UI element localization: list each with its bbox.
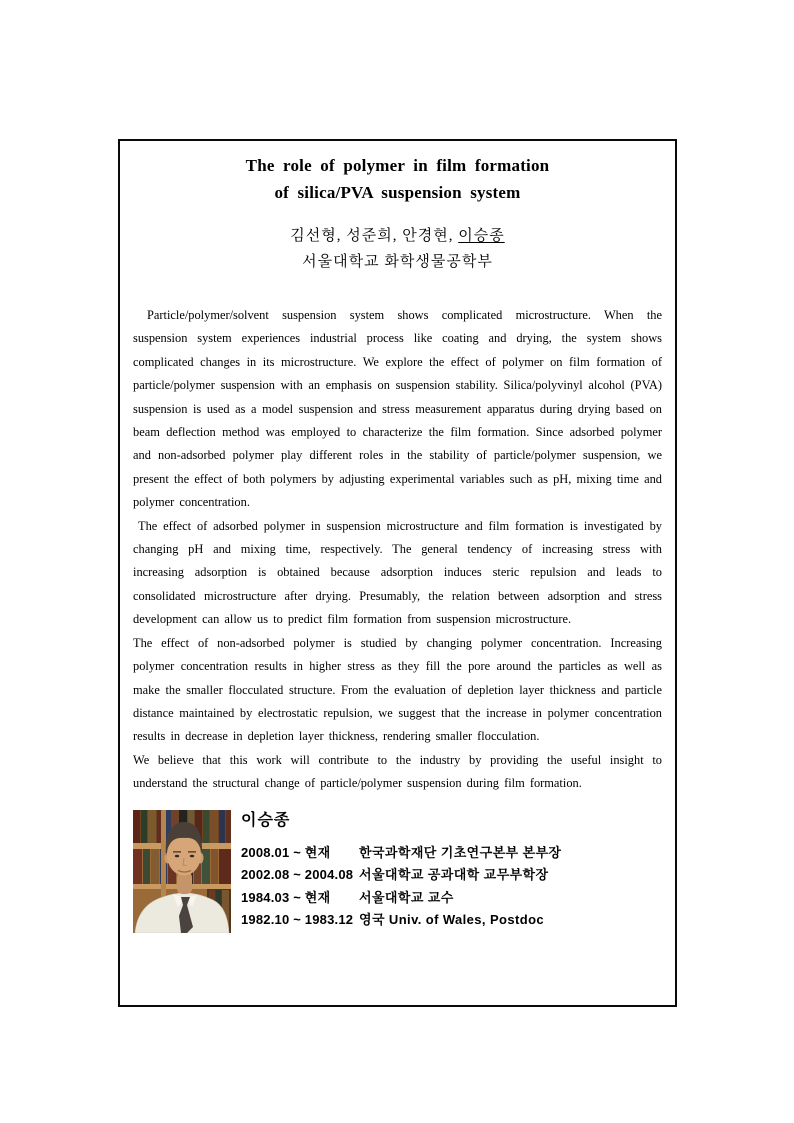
career-entry-row xyxy=(241,842,561,865)
abstract-page-box xyxy=(118,139,677,1007)
author-names: 김선형, 성준희, 안경현, xyxy=(290,228,459,244)
paper-title-line1: The role of polymer in film formation xyxy=(245,156,550,175)
abstract-paragraph-2: The effect of adsorbed polymer in suspension microstructure and film formation is investigated by changing pH and mixing time, respectively. The general tendency of increasing stress with increasing adsorption is obtained because adsorption induces steric repulsion and leads to consolidated microstructure after drying. Presumably, the relation between adsorption and stress development can allow us to predict film formation from suspension microstructure. xyxy=(133,518,662,627)
paper-title xyxy=(133,152,662,206)
career-role: 서울대학교 공과대학 교무부학장 xyxy=(359,867,549,883)
career-entry-row xyxy=(241,909,561,932)
paper-title-line2: of silica/PVA suspension system xyxy=(274,183,521,202)
presenter-bio-section xyxy=(133,810,662,933)
career-entry-row xyxy=(241,864,561,887)
abstract-paragraph-1: Particle/polymer/solvent suspension system shows complicated microstructure. When the suspension system experiences industrial process like coating and drying, the system shows complicated changes in its microstructure. We explore the effect of polymer on film formation of particle/polymer suspension with an emphasis on suspension stability. Silica/polyvinyl alcohol (PVA) suspension is used as a model suspension and stress measurement apparatus during drying based on beam deflection method was employed to characterize the film formation. Since adsorbed polymer and non-adsorbed polymer play different roles in the stability of particle/polymer suspension, we present the effect of both polymers by adjusting experimental variables such as pH, mixing time and polymer concentration. xyxy=(133,308,662,510)
career-role: 영국 Univ. of Wales, Postdoc xyxy=(359,912,545,928)
career-entry-row xyxy=(241,887,561,910)
author-list xyxy=(133,223,662,249)
affiliation: 서울대학교 화학생물공학부 xyxy=(302,254,493,270)
abstract-paragraph-4: We believe that this work will contribute to the industry by providing the useful insight to understand the structural change of particle/polymer suspension during film formation. xyxy=(133,752,662,791)
career-period: 1984.03 ~ 현재 xyxy=(241,889,331,905)
professor-portrait-photo xyxy=(133,810,231,933)
career-period: 2008.01 ~ 현재 xyxy=(241,844,331,860)
presenter-bio-info xyxy=(241,810,561,932)
abstract-paragraph-3: The effect of non-adsorbed polymer is studied by changing polymer concentration. Increasing polymer concentration results in higher stress as they fill the pore around the particles as well as make the smaller flocculated structure. From the evaluation of depletion layer thickness and particle distance maintained by electrostatic repulsion, we suggest that the increase in polymer concentration results in decrease in depletion layer thickness, rendering smaller flocculation. xyxy=(133,635,662,744)
abstract-body xyxy=(133,304,662,796)
presenting-author: 이승종 xyxy=(458,228,505,244)
career-role: 한국과학재단 기초연구본부 본부장 xyxy=(359,844,562,860)
career-role: 서울대학교 교수 xyxy=(359,889,454,905)
career-period: 2002.08 ~ 2004.08 xyxy=(241,867,354,883)
career-period: 1982.10 ~ 1983.12 xyxy=(241,912,354,928)
career-history-list xyxy=(241,842,561,932)
presenter-name: 이승종 xyxy=(241,811,291,829)
